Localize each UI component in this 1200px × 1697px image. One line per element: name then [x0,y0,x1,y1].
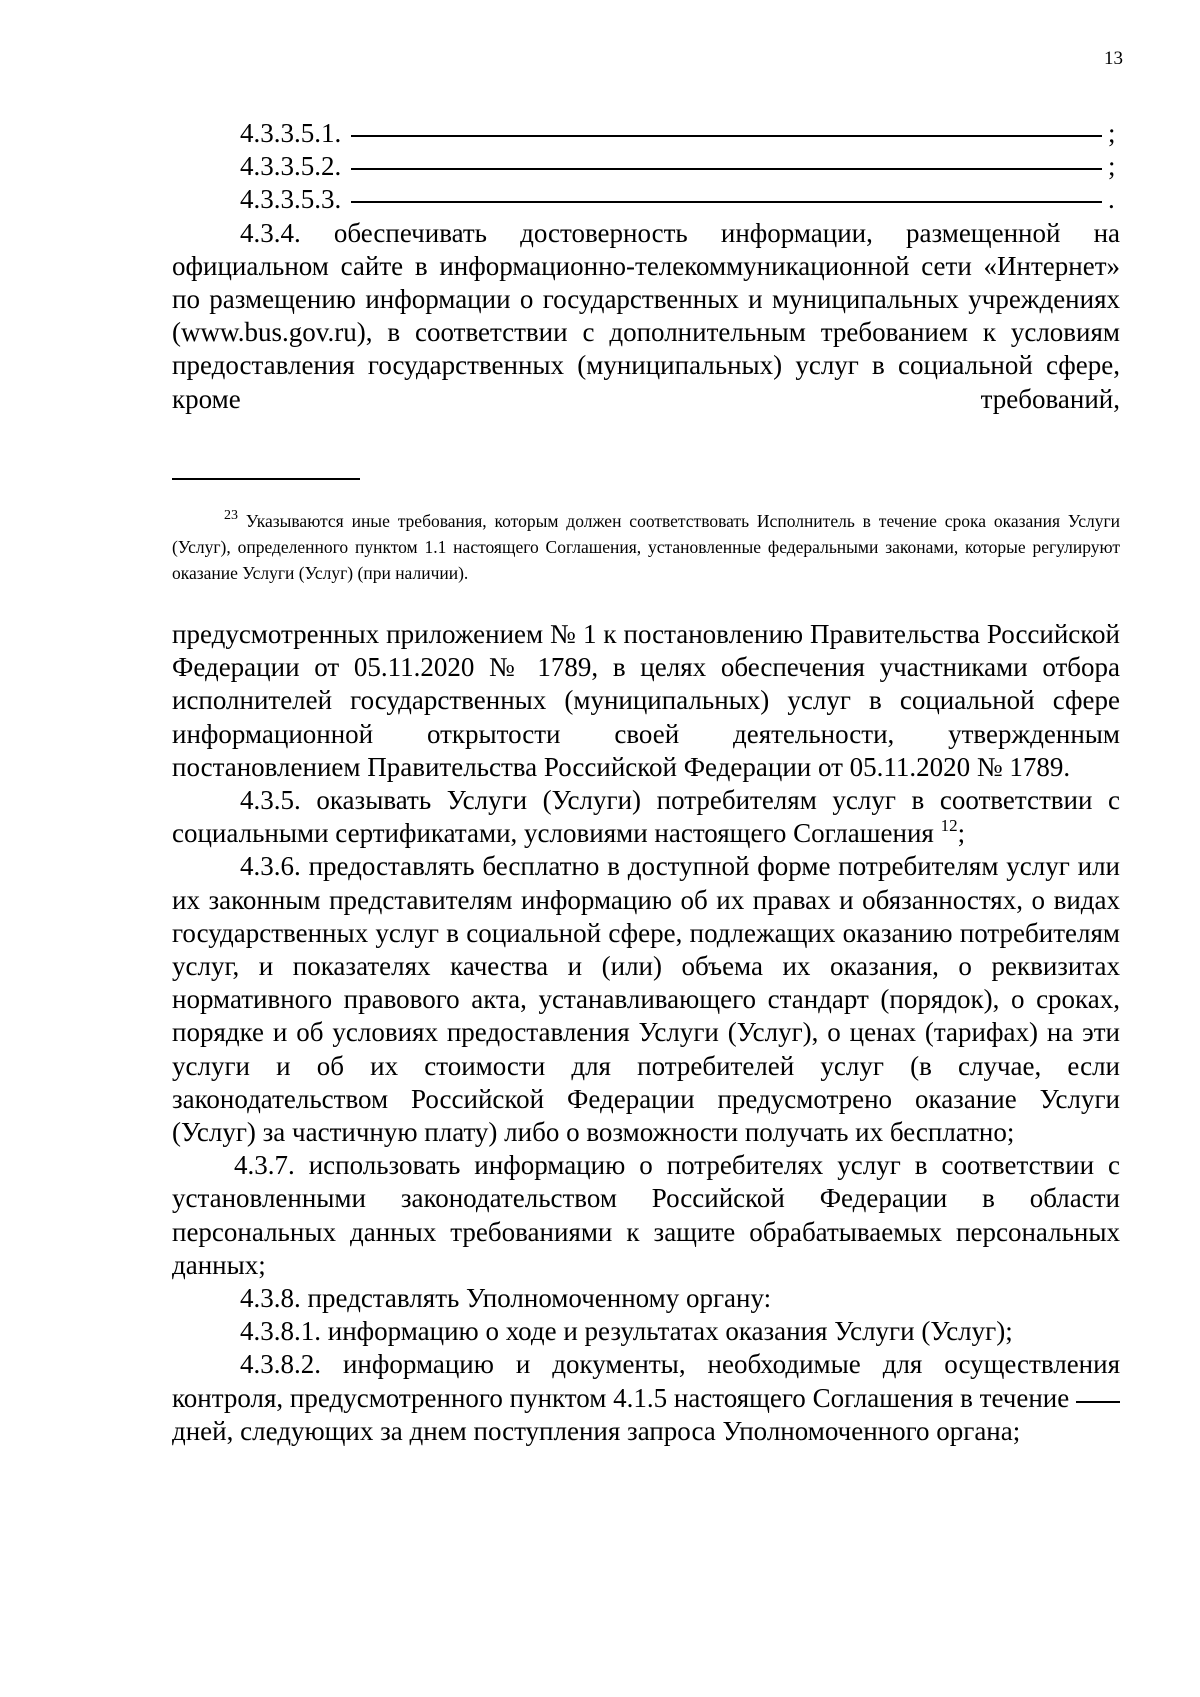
paragraph-4-3-5 [172,784,1120,850]
paragraph-4-3-8-1: 4.3.8.1. информацию о ходе и результатах оказания Услуги (Услуг); [240,1316,1013,1347]
blank-item-end: ; [1108,118,1116,148]
paragraph-4-3-8: 4.3.8. представлять Уполномоченному органу: [240,1283,772,1314]
text-block-top [172,117,1120,416]
paragraph-4-3-8-2 [172,1348,1120,1448]
days-blank [1076,1401,1120,1403]
fill-in-line [351,135,1102,137]
footnote-marker: 23 [224,508,238,523]
blank-item-4-3-3-5-2 [172,150,1120,183]
footnote-text: Указываются иные требования, которым должен соответствовать Исполнитель в течение срока оказания Услуги (Услуг), определенного пунктом 1.1 настоящего Соглашения, установленные федеральными законами, которые регулируют оказание Услуги (Услуг) (при наличии). [172,511,1120,583]
paragraph-text: 4.3.8.2. информацию и документы, необходимые для осуществления контроля, предусмотренного пунктом 4.1.5 настоящего Соглашения в течение [172,1349,1120,1413]
paragraph-text: 4.3.5. оказывать Услуги (Услуги) потребителям услуг в соответствии с социальными сертификатами, условиями настоящего Соглашения [172,785,1120,849]
footnote-reference: 12 [940,816,958,836]
blank-item-number: 4.3.3.5.1. [240,118,342,148]
footnote [172,508,1120,586]
page-number: 13 [1104,48,1123,69]
paragraph-4-3-6: 4.3.6. предоставлять бесплатно в доступной форме потребителям услуг или их законным представителям информацию об их правах и обязанностях, о видах государственных услуг в социальной сфере, подлежащих оказанию потребителям услуг, и показателях качества и (или) объема их оказания, о реквизитах нормативного правового акта, устанавливающего стандарт (порядок), о сроках, порядке и об условиях предоставления Услуги (Услуг), о ценах (тарифах) на эти услуги и об их стоимости для потребителей услуг (в случае, если законодательством Российской Федерации предусмотрено оказание Услуги (Услуг) за частичную плату) либо о возможности получать их бесплатно; [172,851,1120,1148]
fill-in-line [351,168,1102,170]
blank-item-end: ; [1108,151,1116,182]
blank-item-4-3-3-5-3 [172,183,1120,216]
paragraph-4-3-7: 4.3.7. использовать информацию о потребителях услуг в соответствии с установленными законодательством Российской Федерации в области персональных данных требованиями к защите обрабатываемых персональных данных; [172,1150,1120,1280]
paragraph-4-3-4-continued: предусмотренных приложением № 1 к постановлению Правительства Российской Федерации от 05.11.2020 № 1789, в целях обеспечения участниками отбора исполнителей государственных (муниципальных) услуг в социальной сфере информационной открытости своей деятельности, утвержденным постановлением Правительства Российской Федерации от 05.11.2020 № 1789. [172,619,1120,782]
blank-item-number: 4.3.3.5.2. [240,151,342,182]
paragraph-text: дней, следующих за днем поступления запроса Уполномоченного органа; [172,1415,1021,1446]
footnote-separator [172,478,360,480]
text-block-main [172,618,1120,1448]
paragraph-4-3-4-start: 4.3.4. обеспечивать достоверность информации, размещенной на официальном сайте в информационно-телекоммуникационной сети «Интернет» по размещению информации о государственных и муниципальных учреждениях (www.bus.gov.ru), в соответствии с дополнительным требованием к условиям предоставления государственных (муниципальных) услуг в социальной сфере, кроме требований, [172,217,1120,414]
blank-item-end: . [1108,184,1115,215]
blank-item-number: 4.3.3.5.3. [240,184,342,215]
blank-item-4-3-3-5-1 [172,117,1120,150]
paragraph-end: ; [957,818,966,849]
fill-in-line [351,201,1102,203]
